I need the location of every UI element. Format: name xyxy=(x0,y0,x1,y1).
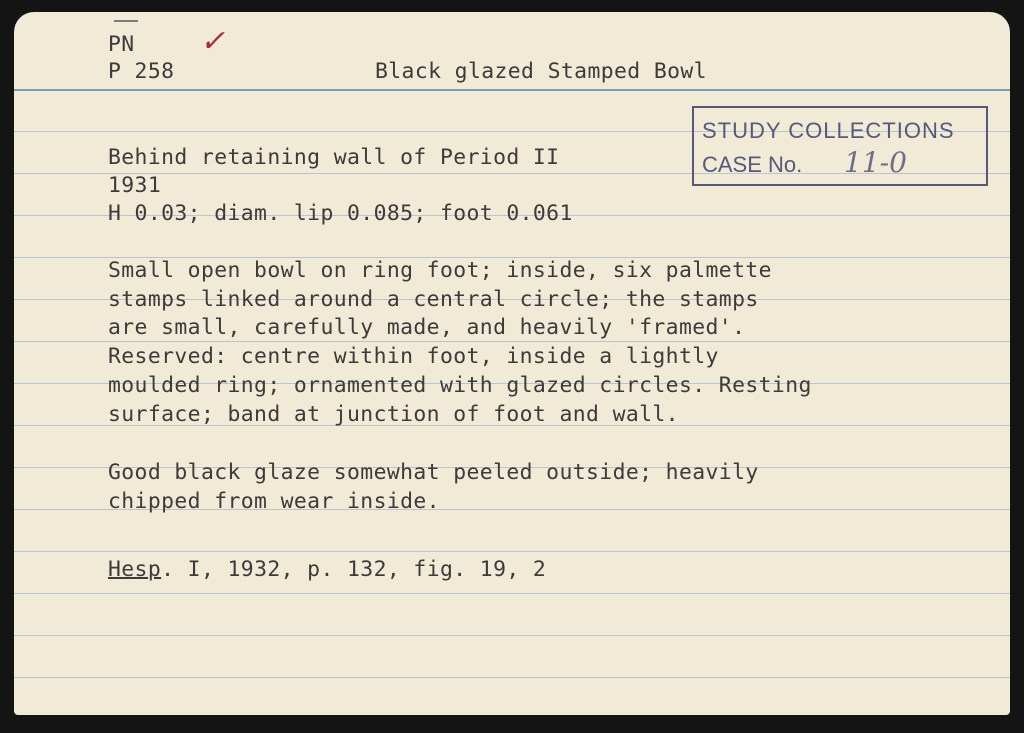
abbrev-label: PN xyxy=(108,32,135,57)
condition-line: Good black glaze somewhat peeled outside; heavily xyxy=(108,460,759,485)
inventory-number: P 258 xyxy=(108,59,175,84)
catalog-card xyxy=(14,12,1010,715)
description-line: Small open bowl on ring foot; inside, six palmette xyxy=(108,258,772,283)
description-line: moulded ring; ornamented with glazed circles. Resting xyxy=(108,373,812,398)
study-collections-stamp xyxy=(692,106,988,186)
case-number: 11-0 xyxy=(844,146,907,179)
year: 1931 xyxy=(108,173,162,198)
reference-citation: . I, 1932, p. 132, fig. 19, 2 xyxy=(161,557,547,582)
dimensions: H 0.03; diam. lip 0.085; foot 0.061 xyxy=(108,201,573,226)
description-line: surface; band at junction of foot and wall. xyxy=(108,402,679,427)
overbar-mark xyxy=(114,20,138,22)
condition-line: chipped from wear inside. xyxy=(108,489,440,514)
bibliographic-reference xyxy=(108,557,546,582)
findspot: Behind retaining wall of Period II xyxy=(108,145,560,170)
ruled-line xyxy=(14,593,1010,594)
header-rule xyxy=(14,89,1010,91)
description-line: Reserved: centre within foot, inside a lightly xyxy=(108,344,719,369)
reference-abbreviation: Hesp xyxy=(108,557,162,582)
ruled-line xyxy=(14,551,1010,552)
description-line: are small, carefully made, and heavily 'framed'. xyxy=(108,315,746,340)
check-mark-icon: ✓ xyxy=(200,24,226,59)
ruled-line xyxy=(14,677,1010,678)
stamp-line-1: STUDY COLLECTIONS xyxy=(702,118,955,143)
ruled-line xyxy=(14,341,1010,342)
card-title: Black glazed Stamped Bowl xyxy=(375,59,707,84)
ruled-line xyxy=(14,635,1010,636)
description-line: stamps linked around a central circle; the stamps xyxy=(108,287,759,312)
stamp-line-2: CASE No. xyxy=(702,152,803,177)
